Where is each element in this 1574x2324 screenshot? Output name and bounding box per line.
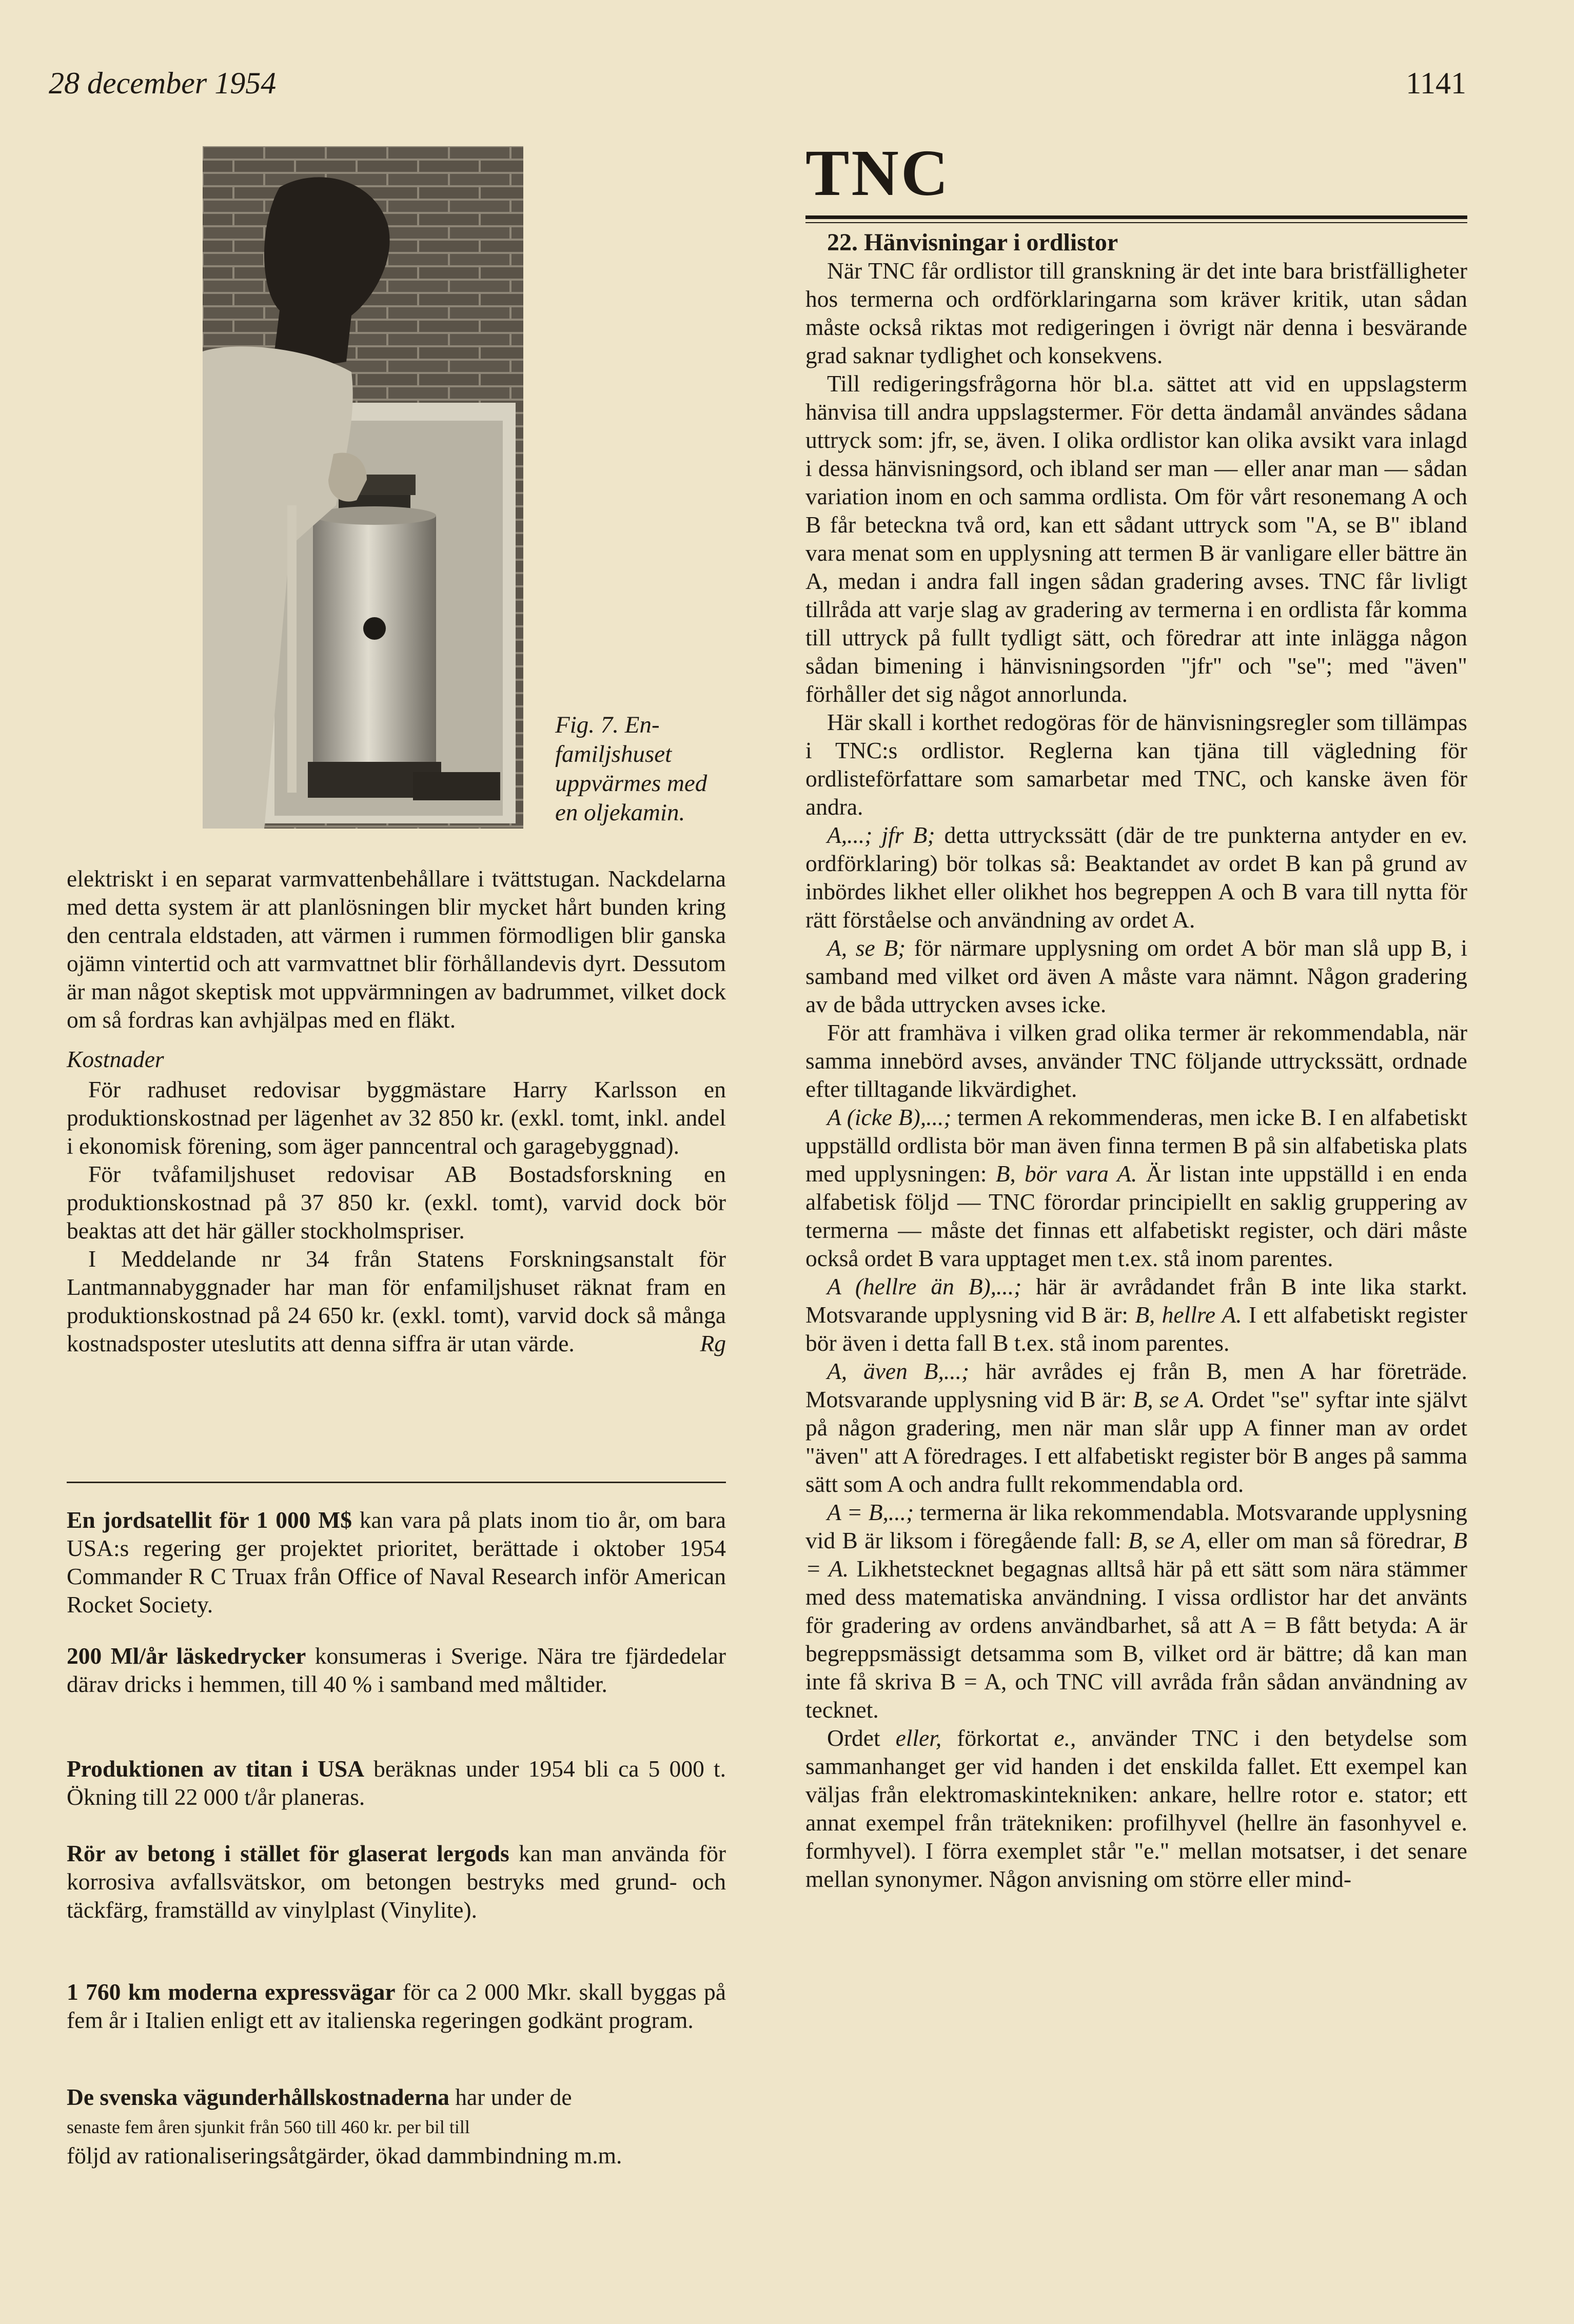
rule-text: här är avrådandet från B inte lika starkt. Motsvarande upplysning vid B är: — [805, 1273, 1467, 1328]
rule-expression: A, se B; — [827, 935, 906, 961]
rule-expression: B, bör vara A. — [995, 1160, 1137, 1187]
rule-text: Är listan inte uppställd i en enda alfabetisk följd — TNC förordar principiellt en saklig gruppering av termerna — måste det finnas ett alfabetiskt register, och däri måste också ordet B vara upptaget men t.ex. stå inom parentes. — [805, 1160, 1468, 1271]
rule-expression: A (icke B),...; — [827, 1104, 952, 1130]
note-text: följd av rationaliseringsåtgärder, ökad dammbindning m.m. — [67, 2142, 622, 2169]
costs-paragraph — [67, 1245, 726, 1357]
costs-paragraph-text: I Meddelande nr 34 från Statens Forskningsanstalt för Lantmannabyggnader har man för enfamiljshuset räknat fram en produktionskostnad på 24 650 kr. (exkl. tomt), varvid dock så många kostnadsposter uteslutits att denna siffra är utan värde. — [67, 1246, 726, 1356]
tnc-paragraph — [805, 1724, 1467, 1893]
note-lead: 1 760 km moderna expressvägar — [67, 1979, 396, 2005]
note-lead: Rör av betong i stället för glaserat lergods — [67, 1840, 509, 1866]
rule-text: använder TNC i den betydelse som sammanhanget ger vid handen i det enskilda fallet. Ett exempel kan väljas från elektromaskintekniken: ankare, hellre rotor e. stator; ett annat exempel från trätekniken: profilhyvel (hellre än fasonhyvel e. formhyvel). I förra exemplet står "e." mellan motsatser, i det senare mellan synonymer. Någon anvisning om större eller mind- — [805, 1725, 1468, 1892]
rule-text: förkortat — [941, 1725, 1039, 1751]
note-text: kan vara på plats inom tio år, om bara USA:s regering ger projektet prioritet, berättade i oktober 1954 Commander R C Truax från Office of Naval Research inför American Rocket Society. — [67, 1507, 726, 1618]
tnc-paragraph — [805, 1103, 1467, 1272]
news-note — [67, 1506, 726, 1619]
tnc-paragraph: Till redigeringsfrågorna hör bl.a. sättet att vid en uppslagsterm hänvisa till andra uppslagstermer. För detta ändamål användes sådana uttryck som: jfr, se, även. I olika ordlistor kan olika avsikt vara inlagd i dessa hänvisningsord, och ibland ser man — eller anar man — sådan variation inom en och samma ordlista. Om för vårt resonemang A och B får beteckna två ord, kan ett sådant uttryck som "A, se B" ibland vara menat som en upplysning att termen B är vanligare eller bättre än A, medan i andra fall ingen sådan gradering avses. TNC får livligt tillråda att varje slag av gradering av termerna i en ordlista får komma till uttryck på fullt tydligt sätt, och föredrar att inte inlägga någon sådan bimening i hänvisningsorden "jfr" och "se"; med "även" förhåller det sig något annorlunda. — [805, 370, 1467, 707]
rule-expression: B, se A. — [1133, 1386, 1205, 1412]
tnc-paragraph: När TNC får ordlistor till granskning är det inte bara bristfälligheter hos termerna och ordförklaringarna som kräver kritik, utan sådan måste också riktas mot redigeringen i övrigt när denna i besvärande grad saknar tydlighet och konsekvens. — [805, 258, 1467, 368]
caption-line: Fig. 7. En- — [555, 712, 660, 738]
title-rule-thin — [805, 222, 1467, 223]
tnc-paragraph — [805, 821, 1467, 934]
note-text: för ca 2 000 Mkr. skall byggas på fem år i Italien enligt ett av italienska regeringen godkänt program. — [67, 1979, 726, 2033]
rule-text: här avrådes ej från B, men A har företräde. Motsvarande upplysning vid B är: — [805, 1358, 1467, 1412]
rule-text: eller om man så föredrar, — [1201, 1527, 1446, 1553]
caption-line: familjshuset — [555, 741, 672, 767]
left-article — [67, 864, 726, 1357]
news-note — [67, 1642, 726, 1698]
costs-paragraph: För radhuset redovisar byggmästare Harry Karlsson en produktionskostnad per lägenhet av 32 850 kr. (exkl. tomt, inkl. andel i ekonomisk förening, som äger panncentral och garagebyggnad). — [67, 1076, 726, 1159]
page-number: 1141 — [1406, 66, 1466, 100]
news-note — [67, 1978, 726, 2034]
note-text-small: senaste fem åren sjunkit från 560 till 460 kr. per bil till — [67, 2117, 470, 2137]
note-text: kan man använda för korrosiva avfallsvätskor, om betongen bestryks med grund- och täckfärg, framställd av vinylplast (Vinylite). — [67, 1840, 726, 1923]
section-title: 22. Hänvisningar i ordlistor — [827, 229, 1118, 256]
news-note — [67, 2083, 726, 2170]
section-divider — [67, 1482, 726, 1483]
rule-text: Ordet — [827, 1725, 880, 1751]
rule-text: detta uttryckssätt (där de tre punkterna antyder en ev. ordförklaring) bör tolkas så: Beaktandet av ordet B kan på grund av inbördes likhet eller olikhet hos begreppen A och B vara till nytta för rätt förståelse och användning av ordet A. — [805, 822, 1467, 933]
oil-stove-photo — [203, 146, 523, 829]
rule-expression: A = B,...; — [827, 1499, 914, 1525]
rule-expression: B = A. — [805, 1527, 1468, 1582]
rule-expression: A (hellre än B),...; — [827, 1273, 1022, 1299]
rule-expression: A, även B,...; — [827, 1358, 970, 1384]
photo-illustration — [203, 146, 523, 829]
news-note — [67, 1755, 726, 1811]
rule-expression: eller, — [895, 1725, 942, 1751]
note-text: konsumeras i Sverige. Nära tre fjärdedelar därav dricks i hemmen, till 40 % i samband med måltider. — [67, 1643, 726, 1697]
rule-text: termen A rekommenderas, men icke B. I en alfabetiskt uppställd ordlista bör man även finna termen B på sin alfabetiska plats med upplysningen: — [805, 1104, 1467, 1187]
costs-subheading: Kostnader — [67, 1046, 164, 1072]
note-lead: 200 Ml/år läskedrycker — [67, 1643, 306, 1669]
tnc-paragraph — [805, 1272, 1467, 1357]
caption-line: uppvärmes med — [555, 770, 707, 797]
rule-expression: B, hellre A. — [1135, 1302, 1242, 1328]
rule-text: för närmare upplysning om ordet A bör man slå upp B, i samband med vilket ord även A måste vara nämnt. Någon gradering av de båda uttrycken avses icke. — [805, 935, 1468, 1017]
rule-text: I ett alfabetiskt register bör även i detta fall B t.ex. stå inom parentes. — [805, 1302, 1467, 1356]
issue-date: 28 december 1954 — [49, 66, 277, 100]
note-text: har under de — [449, 2084, 572, 2110]
figure-caption — [555, 711, 724, 828]
intro-paragraph: elektriskt i en separat varmvattenbehållare i tvättstugan. Nackdelarna med detta system är att planlösningen blir mycket hårt bunden kring den centrala eldstaden, att värmen i rummen förmodligen blir ganska ojämn vintertid och att varmvattnet blir förhållandevis dyrt. Dessutom är man något skeptisk mot uppvärmningen av badrummet, vilket dock om så fordras kan avhjälpas med en fläkt. — [67, 865, 726, 1033]
tnc-title: TNC — [805, 136, 951, 209]
caption-line: en oljekamin. — [555, 799, 685, 826]
rule-text: Likhetstecknet begagnas alltså här på ett sätt som nära stämmer med dess matematiska användning. I vissa ordlistor har det använts för gradering av ordens användbarhet, så att A = B fått betyda: A är begreppsmässigt detsamma som B, vilket ord är bättre; då kan man inte få skriva B = A, och TNC vill avråda från sådan användning av tecknet. — [805, 1555, 1467, 1723]
rule-expression: e., — [1054, 1725, 1076, 1751]
tnc-article — [805, 228, 1467, 1893]
note-text: beräknas under 1954 bli ca 5 000 t. Ökning till 22 000 t/år planeras. — [67, 1756, 726, 1810]
tnc-paragraph — [805, 1498, 1467, 1724]
note-lead: De svenska vägunderhållskostnaderna — [67, 2084, 449, 2110]
tnc-paragraph — [805, 934, 1467, 1018]
costs-paragraph: För tvåfamiljshuset redovisar AB Bostadsforskning en produktionskostnad på 37 850 kr. (exkl. tomt), varvid dock bör beaktas att det här gäller stockholmspriser. — [67, 1161, 726, 1244]
rule-text: Ordet "se" syftar inte självt på någon gradering, men när man slår upp A finner man av ordet "även" att A föredrages. I ett alfabetiskt register bör B anges på samma sätt som A och andra fullt rekommendabla ord. — [805, 1386, 1468, 1497]
note-lead: En jordsatellit för 1 000 M$ — [67, 1507, 352, 1533]
news-note — [67, 1839, 726, 1924]
rule-text: termerna är lika rekommendabla. Motsvarande upplysning vid B är liksom i föregående fall: — [805, 1499, 1467, 1553]
rule-expression: B, se A, — [1128, 1527, 1202, 1553]
rule-expression: A,...; jfr B; — [827, 822, 935, 848]
tnc-paragraph: För att framhäva i vilken grad olika termer är rekommendabla, när samma innebörd avses, använder TNC följande uttryckssätt, ordnade efter tilltagande likvärdighet. — [805, 1019, 1467, 1102]
author-signature: Rg — [700, 1330, 726, 1356]
tnc-paragraph: Här skall i korthet redogöras för de hänvisningsregler som tillämpas i TNC:s ordlistor. Reglerna kan tjäna till vägledning för ordlisteförfattare som samarbetar med TNC, och kanske även för andra. — [805, 709, 1467, 820]
title-rule — [805, 215, 1467, 219]
tnc-paragraph — [805, 1357, 1467, 1498]
note-lead: Produktionen av titan i USA — [67, 1756, 364, 1782]
